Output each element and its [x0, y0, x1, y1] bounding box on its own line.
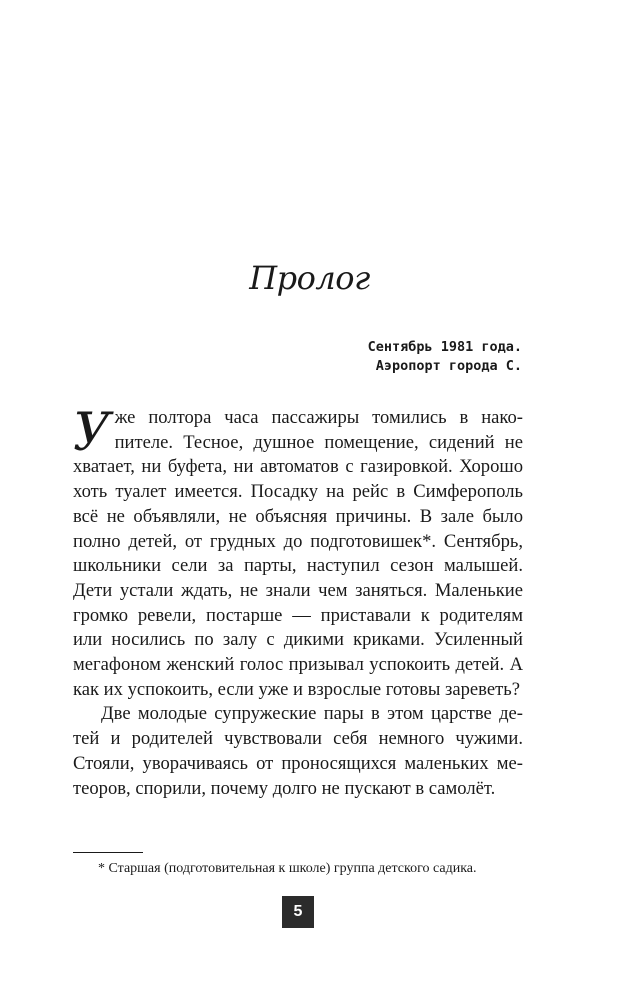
- paragraph-1-text: же полтора часа пассажиры томились в накопителе. Тесное, душное помещение, сидений не хватает, ни буфета, ни автоматов с газировкой. Хорошо хоть туалет имеется. Посадку на рейс в Симферополь всё не объявляли, не объясняя причины. В зале было полно детей, от грудных до подготовишек*. Сентябрь, школьники сели за парты, наступил сезон малышей. Дети устали ждать, не знали чем заняться. Маленькие громко ревели, постарше — приставали к родителям или носились по залу с дикими криками. Усиленный мегафоном женский голос призывал успокоить детей. А как их успокоить, если уже и взрослые готовы зареветь?: [73, 407, 523, 700]
- body-text: [73, 403, 523, 801]
- footnote: * Старшая (подготовительная к школе) группа детского садика.: [98, 861, 477, 876]
- dateline-date: Сентябрь 1981 года.: [367, 339, 522, 355]
- drop-cap: У: [73, 403, 111, 463]
- paragraph-1: [73, 403, 523, 702]
- chapter-title: Пролог: [249, 259, 370, 297]
- footnote-divider: [73, 852, 143, 853]
- dateline-place: Аэропорт города С.: [375, 358, 522, 374]
- page-number: 5: [282, 896, 314, 928]
- paragraph-2: Две молодые супружеские пары в этом царстве детей и родителей чувствовали себя немного чужими. Стояли, уворачиваясь от проносящихся маленьких метеоров, спорили, почему долго не пускают в самолёт.: [73, 703, 523, 799]
